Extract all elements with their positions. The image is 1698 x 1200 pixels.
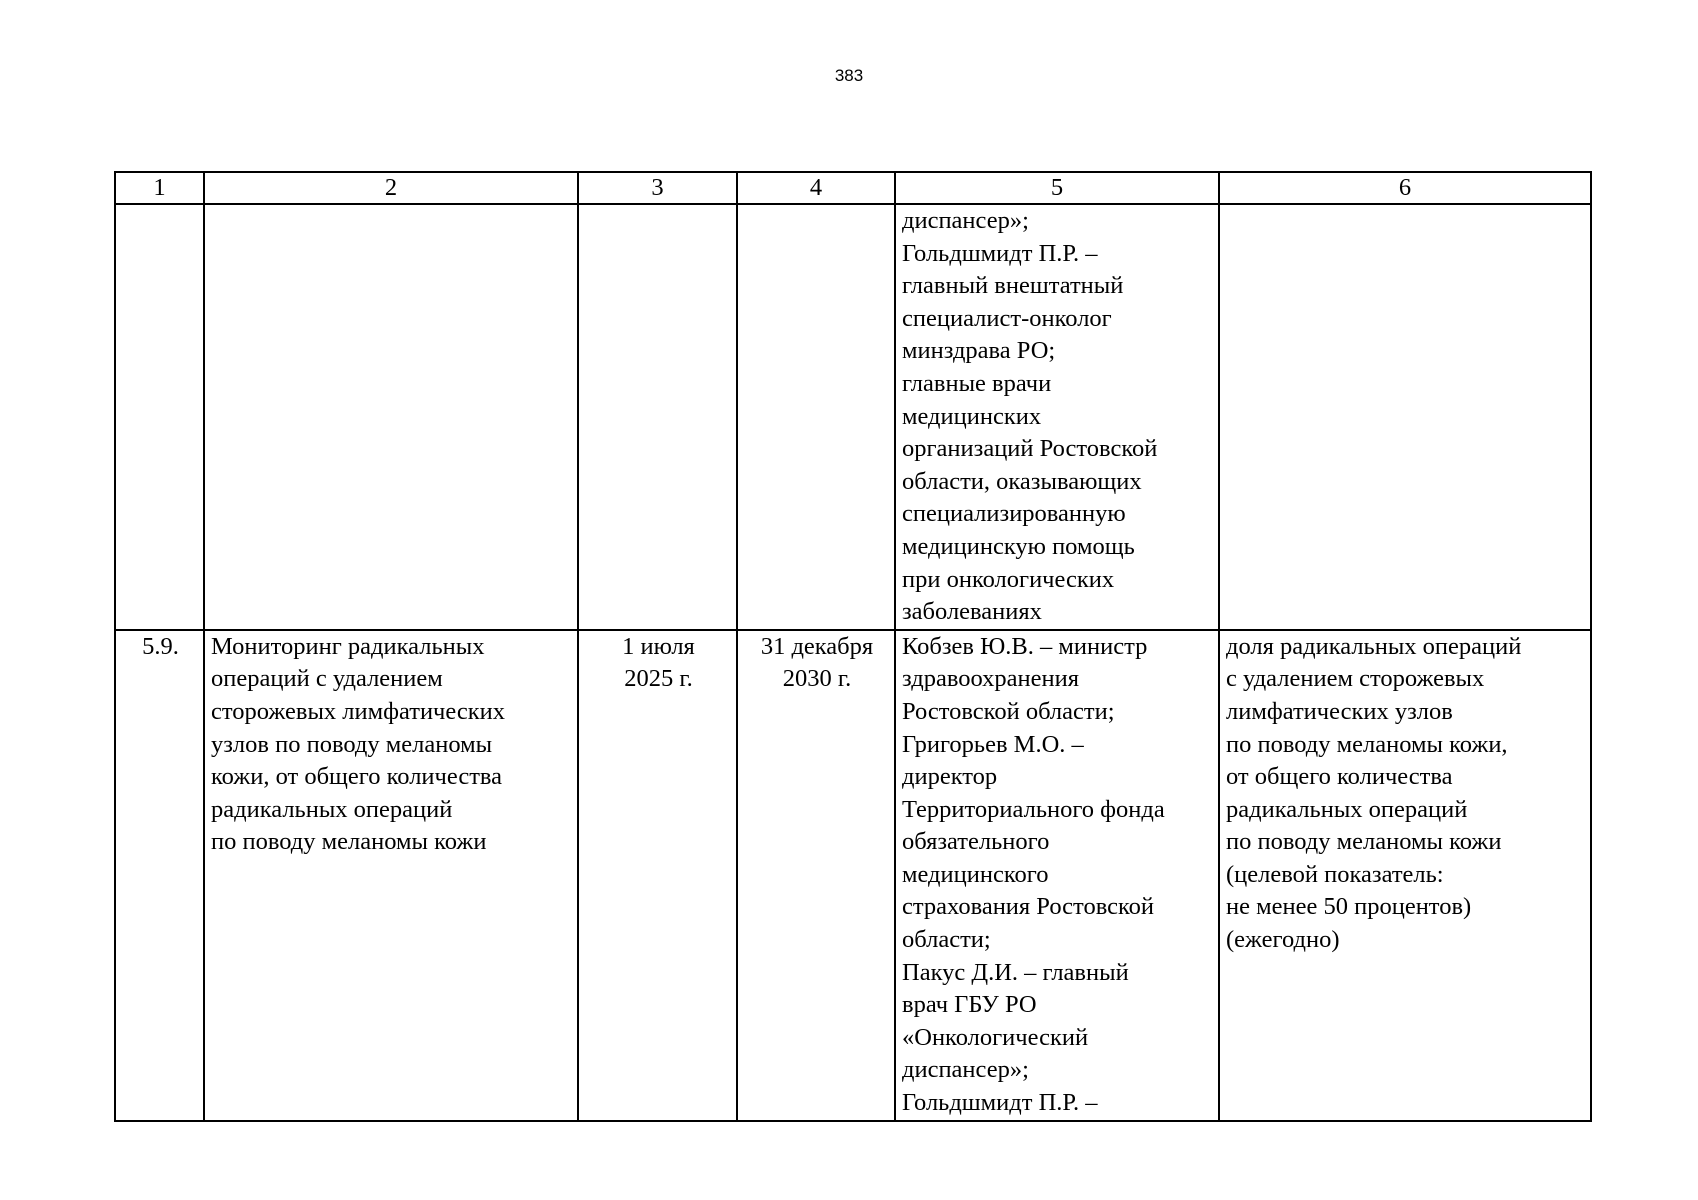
cell-start-date: 1 июля 2025 г.	[578, 630, 737, 1121]
cell-start-date	[578, 204, 737, 630]
column-header-1: 1	[115, 172, 204, 204]
cell-indicator	[1219, 204, 1591, 630]
cell-activity: Мониторинг радикальных операций с удалением сторожевых лимфатических узлов по поводу меланомы кожи, от общего количества радикальных операций по поводу меланомы кожи	[204, 630, 578, 1121]
cell-end-date: 31 декабря 2030 г.	[737, 630, 895, 1121]
page-number: 383	[834, 66, 864, 85]
measures-table	[114, 171, 1592, 1122]
cell-number	[115, 204, 204, 630]
column-header-4: 4	[737, 172, 895, 204]
cell-responsible: диспансер»; Гольдшмидт П.Р. – главный внештатный специалист-онколог минздрава РО; главные врачи медицинских организаций Ростовской области, оказывающих специализированную медицинскую помощь при онкологических заболеваниях	[895, 204, 1219, 630]
cell-indicator: доля радикальных операций с удалением сторожевых лимфатических узлов по поводу меланомы кожи, от общего количества радикальных операций по поводу меланомы кожи (целевой показатель: не менее 50 процентов) (ежегодно)	[1219, 630, 1591, 1121]
column-number-row	[115, 172, 1591, 204]
column-header-3: 3	[578, 172, 737, 204]
column-header-6: 6	[1219, 172, 1591, 204]
cell-end-date	[737, 204, 895, 630]
column-header-5: 5	[895, 172, 1219, 204]
cell-number: 5.9.	[115, 630, 204, 1121]
table-row-continuation	[115, 204, 1591, 630]
column-header-2: 2	[204, 172, 578, 204]
cell-activity	[204, 204, 578, 630]
cell-responsible: Кобзев Ю.В. – министр здравоохранения Ростовской области; Григорьев М.О. – директор Территориального фонда обязательного медицинского страхования Ростовской области; Пакус Д.И. – главный врач ГБУ РО «Онкологический диспансер»; Гольдшмидт П.Р. –	[895, 630, 1219, 1121]
table-row-5-9	[115, 630, 1591, 1121]
